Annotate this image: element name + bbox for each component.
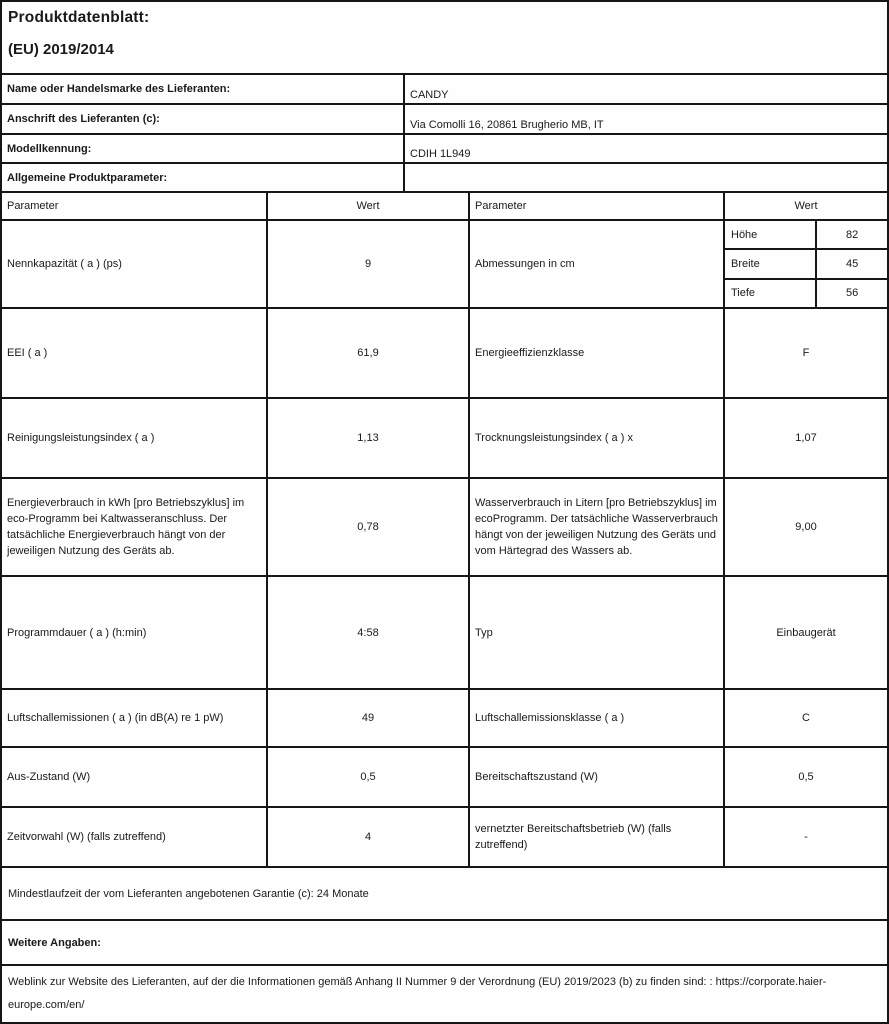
- general-parameters-row: [2, 164, 887, 193]
- weblink-text: Weblink zur Website des Lieferanten, auf der die Informationen gemäß Anhang II Nummer 9 der Verordnung (EU) 2019/2023 (b) zu finden sind: : https://corporate.haier-europe.com/en/: [8, 976, 827, 1011]
- value-energy-class: F: [802, 347, 810, 359]
- general-parameters-value: [405, 164, 887, 191]
- param-programme-duration: Programmdauer ( a ) (h:min): [2, 577, 268, 688]
- dimension-row-width: [725, 250, 887, 279]
- param-energy-consumption: Energieverbrauch in kWh [pro Betriebszyklus] im eco-Programm bei Kaltwasseranschluss. Der tatsächliche Energieverbrauch hängt von der jeweiligen Nutzung des Geräts ab.: [2, 479, 268, 575]
- param-cleaning-index: Reinigungsleistungsindex ( a ): [2, 399, 268, 477]
- value-drying-index: 1,07: [795, 432, 817, 444]
- guarantee-text: Mindestlaufzeit der vom Lieferanten angebotenen Garantie (c): 24 Monate: [8, 887, 369, 900]
- param-delay-start: Zeitvorwahl (W) (falls zutreffend): [2, 808, 268, 866]
- table-row-delay-networked: [2, 808, 887, 868]
- param-networked-standby: vernetzter Bereitschaftsbetrieb (W) (falls zutreffend): [470, 808, 725, 866]
- param-dimensions: Abmessungen in cm: [470, 221, 725, 307]
- regulation-number: (EU) 2019/2014: [8, 41, 114, 58]
- param-eei: EEI ( a ): [2, 309, 268, 397]
- value-type: Einbaugerät: [776, 626, 836, 639]
- table-row-cleaning-drying: [2, 399, 887, 479]
- value-cleaning-index: 1,13: [268, 399, 470, 477]
- table-row-off-standby: [2, 748, 887, 808]
- additional-info-label: Weitere Angaben:: [8, 936, 101, 949]
- param-noise-emissions: Luftschallemissionen ( a ) (in dB(A) re 1 pW): [2, 690, 268, 746]
- table-row-eei-class: [2, 309, 887, 399]
- value-capacity: 9: [268, 221, 470, 307]
- param-off-mode: Aus-Zustand (W): [2, 748, 268, 806]
- value-eei: 61,9: [268, 309, 470, 397]
- table-row-capacity-dimensions: [2, 221, 887, 309]
- value-energy-consumption: 0,78: [268, 479, 470, 575]
- header-wert-right: Wert: [794, 200, 818, 212]
- parameter-table-header: [2, 193, 887, 221]
- header-wert-left: Wert: [268, 193, 470, 219]
- value-networked-standby: -: [804, 831, 808, 843]
- dim-width-value: 45: [846, 257, 859, 270]
- supplier-address-label: Anschrift des Lieferanten (c):: [2, 105, 405, 133]
- param-type: Typ: [470, 577, 725, 688]
- dim-depth-label: Tiefe: [725, 280, 817, 307]
- param-standby: Bereitschaftszustand (W): [470, 748, 725, 806]
- supplier-brand-label: Name oder Handelsmarke des Lieferanten:: [2, 75, 405, 103]
- dim-height-value: 82: [846, 228, 859, 241]
- value-off-mode: 0,5: [268, 748, 470, 806]
- model-id-label: Modellkennung:: [2, 135, 405, 162]
- value-delay-start: 4: [268, 808, 470, 866]
- param-drying-index: Trocknungsleistungsindex ( a ) x: [470, 399, 725, 477]
- table-row-noise: [2, 690, 887, 748]
- param-water-consumption: Wasserverbrauch in Litern [pro Betriebszyklus] im ecoProgramm. Der tatsächliche Wasserverbrauch hängt von der jeweiligen Nutzung des Geräts und vom Härtegrad des Wassers ab.: [470, 479, 725, 575]
- dimension-row-height: [725, 221, 887, 250]
- dimension-row-depth: [725, 280, 887, 307]
- guarantee-row: [2, 868, 887, 921]
- weblink-row: [2, 966, 887, 1022]
- additional-info-row: [2, 921, 887, 966]
- supplier-address-value: Via Comolli 16, 20861 Brugherio MB, IT: [410, 119, 604, 131]
- dim-width-label: Breite: [725, 250, 817, 277]
- param-noise-class: Luftschallemissionsklasse ( a ): [470, 690, 725, 746]
- model-id-value: CDIH 1L949: [410, 148, 471, 160]
- value-water-consumption: 9,00: [795, 521, 817, 533]
- table-row-energy-water: [2, 479, 887, 577]
- general-parameters-label: Allgemeine Produktparameter:: [2, 164, 405, 191]
- page-title: Produktdatenblatt:: [8, 9, 150, 26]
- dimensions-subtable: [725, 221, 887, 307]
- param-capacity: Nennkapazität ( a ) (ps): [2, 221, 268, 307]
- header-parameter-left: Parameter: [2, 193, 268, 219]
- value-noise-class: C: [802, 712, 810, 724]
- value-programme-duration: 4:58: [268, 577, 470, 688]
- supplier-address-row: [2, 105, 887, 135]
- header-parameter-right: Parameter: [470, 193, 725, 219]
- value-standby: 0,5: [798, 771, 814, 783]
- table-row-duration-type: [2, 577, 887, 690]
- model-id-row: [2, 135, 887, 164]
- title-block: [2, 2, 887, 75]
- dim-depth-value: 56: [846, 287, 859, 300]
- param-energy-class: Energieeffizienzklasse: [470, 309, 725, 397]
- value-noise-emissions: 49: [268, 690, 470, 746]
- dim-height-label: Höhe: [725, 221, 817, 248]
- supplier-brand-value: CANDY: [410, 89, 449, 101]
- supplier-brand-row: [2, 75, 887, 105]
